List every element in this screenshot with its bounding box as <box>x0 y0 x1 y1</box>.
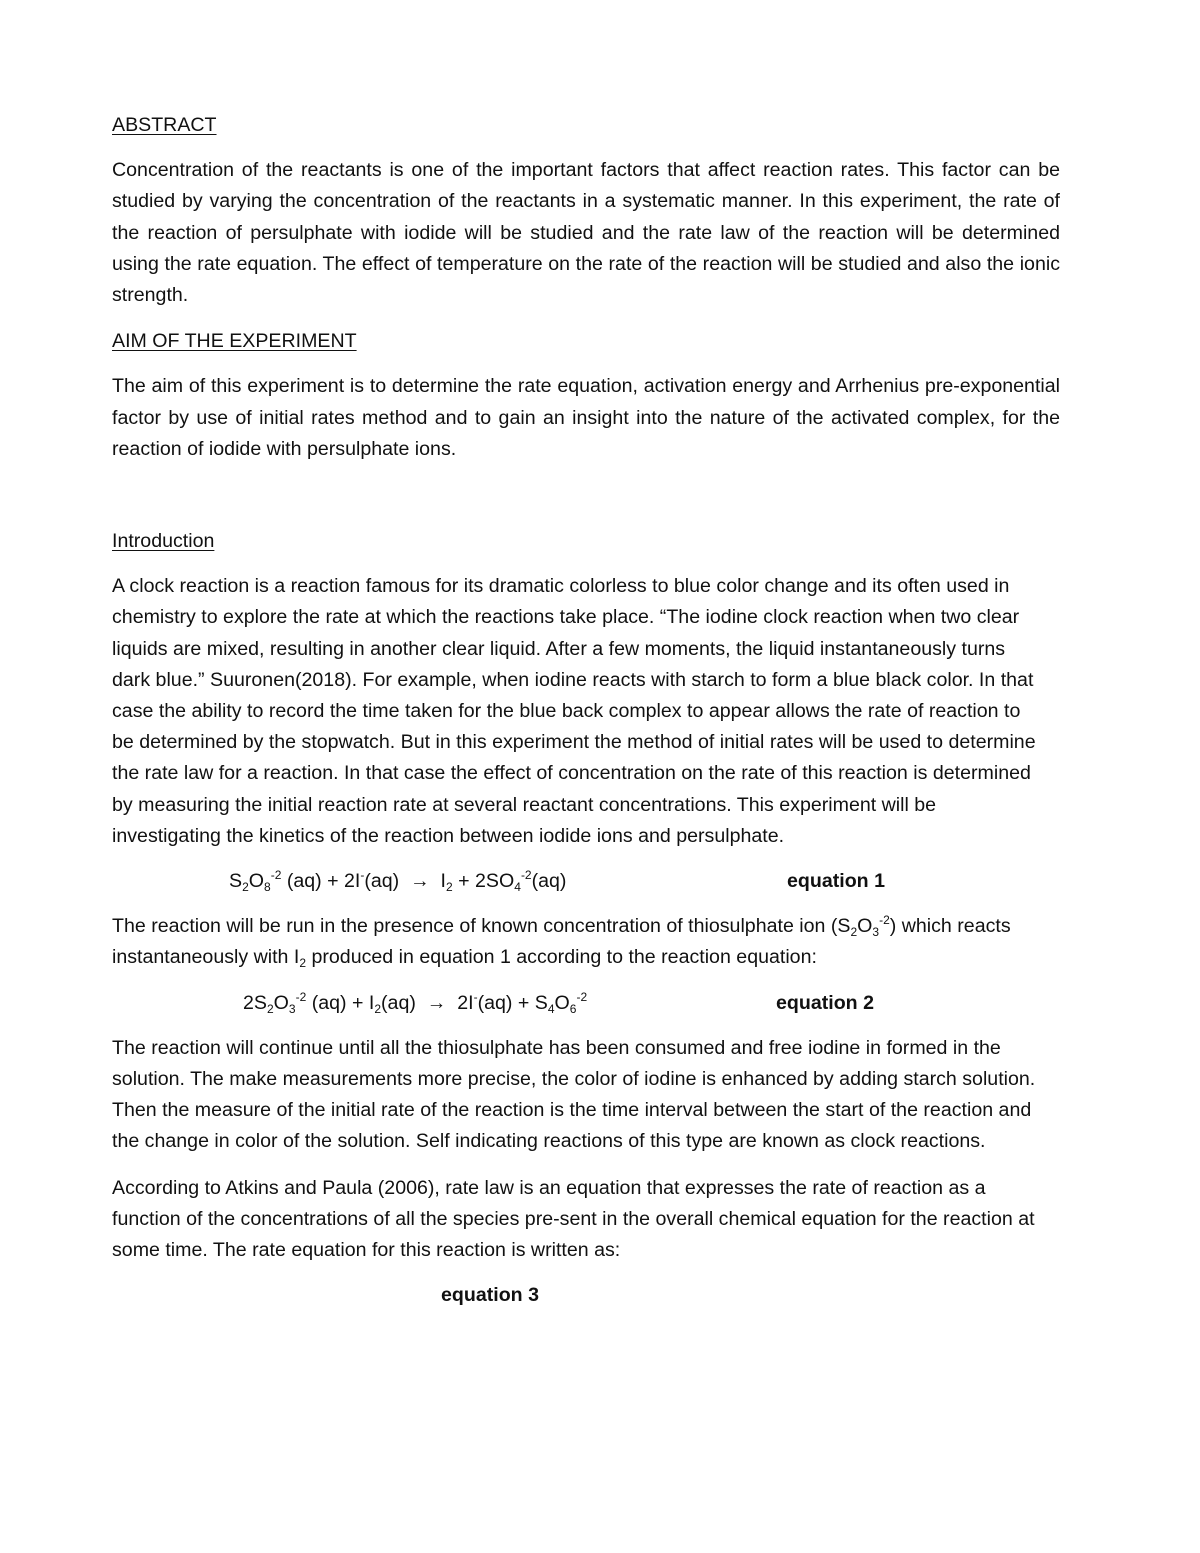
introduction-paragraph-4: According to Atkins and Paula (2006), rate law is an equation that expresses the rate of reaction as a function of the concentrations of all the species pre-sent in the overall chemical equation for the reaction at some time. The rate equation for this reaction is written as: <box>112 1176 1035 1262</box>
document-page <box>112 110 1060 1325</box>
equation-1-row <box>112 866 1060 897</box>
equation-2-label: equation 2 <box>776 991 874 1014</box>
introduction-paragraph-3: The reaction will continue until all the thiosulphate has been consumed and free iodine in formed in the solution. The make measurements more precise, the color of iodine is enhanced by adding starch solution. Then the measure of the initial rate of the reaction is the time interval between the start of the reaction and the change in color of the solution. Self indicating reactions of this type are known as clock reactions. <box>112 1036 1036 1153</box>
equation-1-formula: $S_2O_8^{-2}$ $(aq) + 2I^-(aq) \to I_2 + 2SO_4^{-2}(aq)$ <box>229 868 567 895</box>
equation-1-label: equation 1 <box>787 870 885 893</box>
equation-3-row <box>112 1280 1060 1311</box>
introduction-paragraph-1: A clock reaction is a reaction famous for its dramatic colorless to blue color change and its often used in chemistry to explore the rate at which the reactions take place. “The iodine clock reaction when two clear liquids are mixed, resulting in another clear liquid. After a few moments, the liquid instantaneously turns dark blue.” Suuronen(2018). For example, when iodine reacts with starch to form a blue black color. In that case the ability to record the time taken for the blue back complex to appear allows the rate of reaction to be determined by the stopwatch. But in this experiment the method of initial rates will be used to determine the rate law for a reaction. In that case the effect of concentration on the rate of this reaction is determined by measuring the initial reaction rate at several reactant concentrations. This experiment will be investigating the kinetics of the reaction between iodide ions and persulphate. <box>112 575 1036 847</box>
aim-paragraph: The aim of this experiment is to determine the rate equation, activation energy and Arrhenius pre-exponential factor by use of initial rates method and to gain an insight into the nature of the activated complex, for the reaction of iodide with persulphate ions. <box>112 375 1060 460</box>
equation-3-label: equation 3 <box>441 1284 539 1307</box>
abstract-paragraph: Concentration of the reactants is one of the important factors that affect reaction rates. This factor can be studied by varying the concentration of the reactants in a systematic manner. In this experiment, the rate of the reaction of persulphate with iodide will be studied and the rate law of the reaction will be determined using the rate equation. The effect of temperature on the rate of the reaction will be studied and also the ionic strength. <box>112 159 1060 307</box>
introduction-paragraph-2: The reaction will be run in the presence of known concentration of thiosulphate ion $(S_2O_3^{-2})$ which reacts instantaneously with $I_2$ produced in equation 1 according to the reaction equation: <box>112 913 1011 971</box>
equation-2-formula: $2S_2O_3^{-2}$ $(aq) + I_2(aq) \to 2I^-(aq) + S_4O_6^{-2}$ <box>243 989 588 1016</box>
equation-2-row <box>112 988 1060 1019</box>
abstract-heading: ABSTRACT <box>112 114 217 136</box>
aim-heading: AIM OF THE EXPERIMENT <box>112 330 357 353</box>
introduction-heading: Introduction <box>112 530 215 553</box>
